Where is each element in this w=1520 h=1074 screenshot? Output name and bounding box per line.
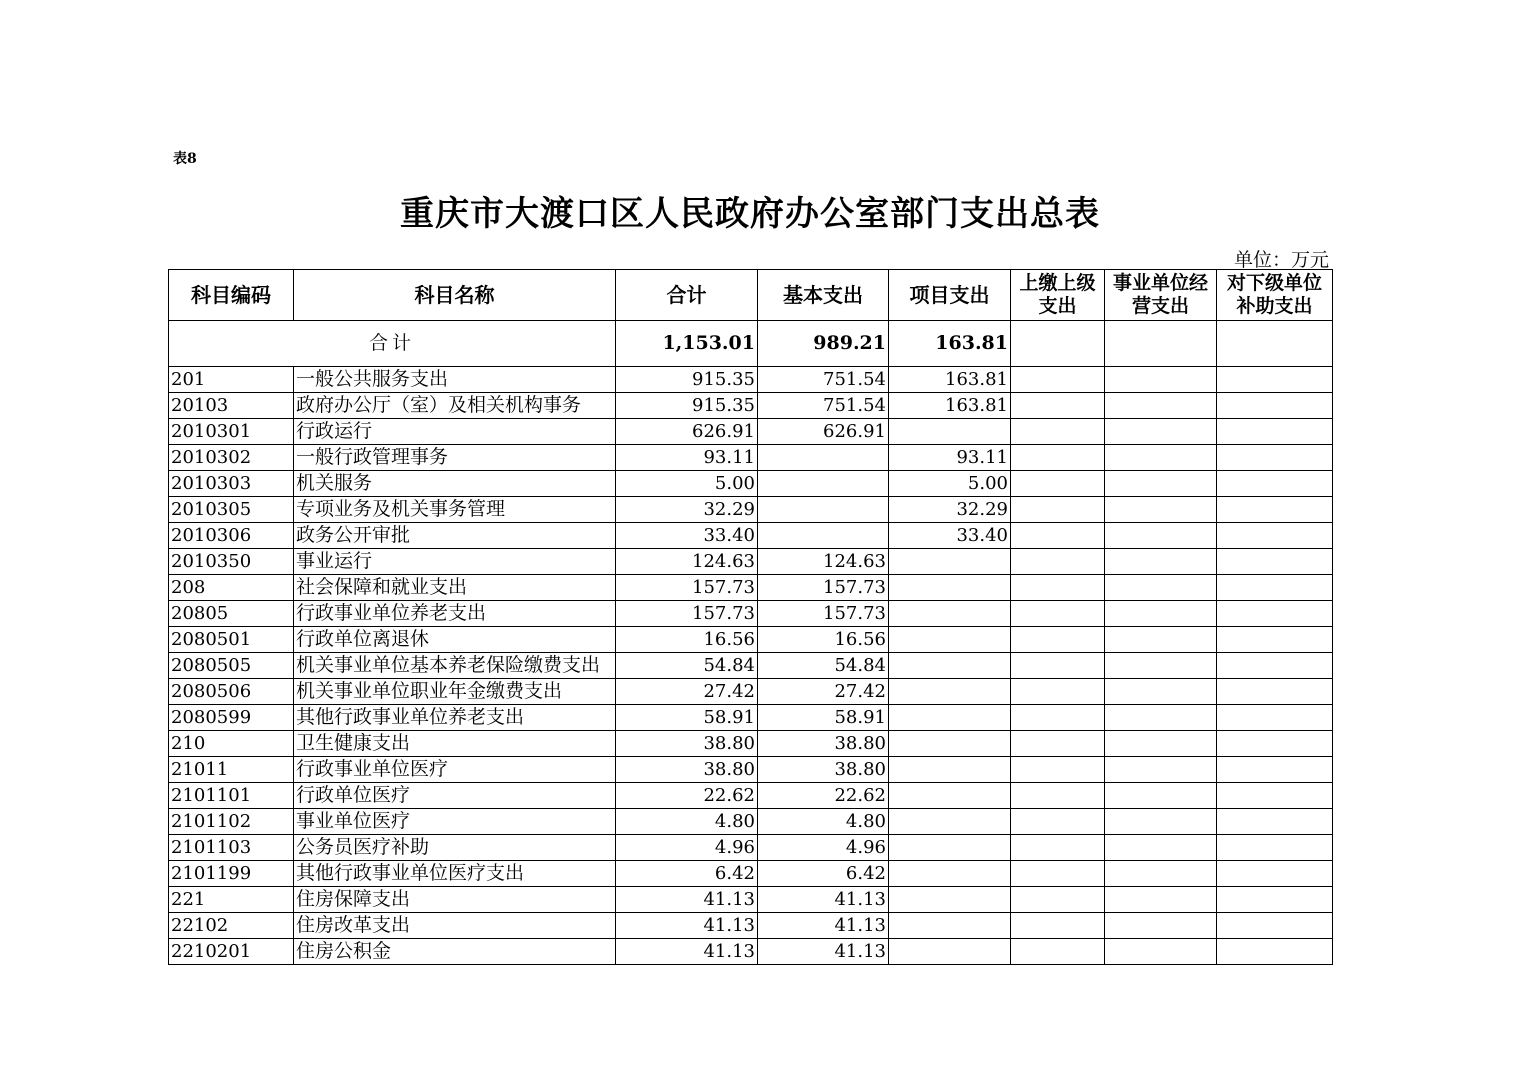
cell-subsidy xyxy=(1217,939,1333,965)
header-total: 合计 xyxy=(616,270,758,321)
cell-subsidy xyxy=(1217,731,1333,757)
cell-project: 93.11 xyxy=(889,445,1011,471)
table-row xyxy=(169,809,1333,835)
cell-code: 22102 xyxy=(169,913,294,939)
cell-business xyxy=(1105,861,1217,887)
table-row xyxy=(169,575,1333,601)
cell-total: 41.13 xyxy=(616,913,758,939)
table-row xyxy=(169,783,1333,809)
cell-subsidy xyxy=(1217,783,1333,809)
cell-subsidy xyxy=(1217,887,1333,913)
cell-total: 4.80 xyxy=(616,809,758,835)
table-row xyxy=(169,627,1333,653)
cell-subsidy xyxy=(1217,601,1333,627)
cell-total: 22.62 xyxy=(616,783,758,809)
cell-name: 行政事业单位医疗 xyxy=(294,757,616,783)
cell-basic: 54.84 xyxy=(758,653,889,679)
cell-project xyxy=(889,783,1011,809)
cell-name: 住房改革支出 xyxy=(294,913,616,939)
cell-project: 163.81 xyxy=(889,393,1011,419)
cell-code: 208 xyxy=(169,575,294,601)
cell-project xyxy=(889,757,1011,783)
header-business: 事业单位经营支出 xyxy=(1105,270,1217,321)
cell-basic: 157.73 xyxy=(758,575,889,601)
table-row xyxy=(169,393,1333,419)
cell-code: 201 xyxy=(169,367,294,393)
cell-basic: 4.80 xyxy=(758,809,889,835)
cell-business xyxy=(1105,913,1217,939)
cell-subsidy xyxy=(1217,679,1333,705)
table-row xyxy=(169,471,1333,497)
table-row xyxy=(169,913,1333,939)
header-basic: 基本支出 xyxy=(758,270,889,321)
cell-business xyxy=(1105,523,1217,549)
cell-business xyxy=(1105,887,1217,913)
cell-basic xyxy=(758,471,889,497)
cell-basic xyxy=(758,445,889,471)
header-subsidy: 对下级单位补助支出 xyxy=(1217,270,1333,321)
cell-subsidy xyxy=(1217,653,1333,679)
cell-project: 5.00 xyxy=(889,471,1011,497)
cell-upper xyxy=(1011,653,1105,679)
cell-total: 915.35 xyxy=(616,367,758,393)
cell-subsidy xyxy=(1217,419,1333,445)
cell-total: 58.91 xyxy=(616,705,758,731)
cell-name: 机关事业单位职业年金缴费支出 xyxy=(294,679,616,705)
cell-upper xyxy=(1011,393,1105,419)
cell-business xyxy=(1105,601,1217,627)
cell-upper xyxy=(1011,627,1105,653)
expenditure-table xyxy=(168,269,1333,965)
cell-business xyxy=(1105,393,1217,419)
cell-name: 政府办公厅（室）及相关机构事务 xyxy=(294,393,616,419)
cell-basic: 41.13 xyxy=(758,887,889,913)
cell-basic: 6.42 xyxy=(758,861,889,887)
cell-code: 2080599 xyxy=(169,705,294,731)
cell-total: 38.80 xyxy=(616,757,758,783)
cell-subsidy xyxy=(1217,835,1333,861)
cell-code: 2010305 xyxy=(169,497,294,523)
cell-project xyxy=(889,887,1011,913)
cell-code: 2010306 xyxy=(169,523,294,549)
cell-name: 住房保障支出 xyxy=(294,887,616,913)
cell-name: 一般公共服务支出 xyxy=(294,367,616,393)
cell-code: 210 xyxy=(169,731,294,757)
cell-basic: 41.13 xyxy=(758,913,889,939)
cell-basic: 4.96 xyxy=(758,835,889,861)
cell-code: 2010303 xyxy=(169,471,294,497)
cell-business xyxy=(1105,757,1217,783)
cell-subsidy xyxy=(1217,705,1333,731)
cell-name: 公务员医疗补助 xyxy=(294,835,616,861)
header-code: 科目编码 xyxy=(169,270,294,321)
cell-total: 124.63 xyxy=(616,549,758,575)
cell-upper xyxy=(1011,601,1105,627)
table-row xyxy=(169,367,1333,393)
cell-basic: 22.62 xyxy=(758,783,889,809)
cell-project: 33.40 xyxy=(889,523,1011,549)
cell-upper xyxy=(1011,783,1105,809)
cell-subsidy xyxy=(1217,367,1333,393)
cell-name: 机关服务 xyxy=(294,471,616,497)
cell-name: 专项业务及机关事务管理 xyxy=(294,497,616,523)
cell-project xyxy=(889,679,1011,705)
cell-project xyxy=(889,835,1011,861)
cell-project xyxy=(889,653,1011,679)
cell-code: 20805 xyxy=(169,601,294,627)
cell-basic: 58.91 xyxy=(758,705,889,731)
table-row xyxy=(169,731,1333,757)
cell-basic: 27.42 xyxy=(758,679,889,705)
cell-name: 政务公开审批 xyxy=(294,523,616,549)
total-cell-business xyxy=(1105,321,1217,367)
cell-business xyxy=(1105,783,1217,809)
cell-business xyxy=(1105,419,1217,445)
cell-code: 2101199 xyxy=(169,861,294,887)
cell-business xyxy=(1105,679,1217,705)
cell-subsidy xyxy=(1217,627,1333,653)
cell-total: 38.80 xyxy=(616,731,758,757)
table-number: 表8 xyxy=(173,151,197,167)
cell-total: 915.35 xyxy=(616,393,758,419)
cell-upper xyxy=(1011,679,1105,705)
cell-upper xyxy=(1011,575,1105,601)
cell-business xyxy=(1105,835,1217,861)
cell-subsidy xyxy=(1217,445,1333,471)
cell-total: 157.73 xyxy=(616,601,758,627)
cell-total: 32.29 xyxy=(616,497,758,523)
table-row xyxy=(169,419,1333,445)
cell-business xyxy=(1105,653,1217,679)
total-cell-basic: 989.21 xyxy=(758,321,889,367)
total-cell-project: 163.81 xyxy=(889,321,1011,367)
total-cell-upper xyxy=(1011,321,1105,367)
cell-subsidy xyxy=(1217,861,1333,887)
cell-code: 2010350 xyxy=(169,549,294,575)
cell-name: 住房公积金 xyxy=(294,939,616,965)
cell-basic: 751.54 xyxy=(758,393,889,419)
cell-project xyxy=(889,939,1011,965)
header-project: 项目支出 xyxy=(889,270,1011,321)
cell-upper xyxy=(1011,549,1105,575)
cell-total: 41.13 xyxy=(616,939,758,965)
cell-basic: 157.73 xyxy=(758,601,889,627)
cell-subsidy xyxy=(1217,549,1333,575)
cell-code: 2080501 xyxy=(169,627,294,653)
cell-project xyxy=(889,419,1011,445)
cell-upper xyxy=(1011,887,1105,913)
cell-upper xyxy=(1011,445,1105,471)
table-row xyxy=(169,601,1333,627)
cell-project xyxy=(889,575,1011,601)
table-row xyxy=(169,835,1333,861)
cell-upper xyxy=(1011,471,1105,497)
cell-project xyxy=(889,549,1011,575)
cell-name: 社会保障和就业支出 xyxy=(294,575,616,601)
cell-name: 一般行政管理事务 xyxy=(294,445,616,471)
cell-name: 行政事业单位养老支出 xyxy=(294,601,616,627)
cell-business xyxy=(1105,627,1217,653)
cell-total: 93.11 xyxy=(616,445,758,471)
cell-code: 2010301 xyxy=(169,419,294,445)
cell-total: 5.00 xyxy=(616,471,758,497)
cell-basic: 124.63 xyxy=(758,549,889,575)
cell-upper xyxy=(1011,731,1105,757)
total-row xyxy=(169,321,1333,367)
cell-upper xyxy=(1011,705,1105,731)
cell-total: 157.73 xyxy=(616,575,758,601)
cell-total: 16.56 xyxy=(616,627,758,653)
cell-business xyxy=(1105,549,1217,575)
cell-upper xyxy=(1011,861,1105,887)
cell-business xyxy=(1105,731,1217,757)
cell-code: 221 xyxy=(169,887,294,913)
cell-project: 32.29 xyxy=(889,497,1011,523)
table-row xyxy=(169,497,1333,523)
cell-upper xyxy=(1011,809,1105,835)
cell-project xyxy=(889,861,1011,887)
cell-name: 行政单位医疗 xyxy=(294,783,616,809)
cell-code: 2101103 xyxy=(169,835,294,861)
cell-basic: 38.80 xyxy=(758,757,889,783)
cell-upper xyxy=(1011,939,1105,965)
header-upper: 上缴上级支出 xyxy=(1011,270,1105,321)
cell-basic: 16.56 xyxy=(758,627,889,653)
cell-total: 626.91 xyxy=(616,419,758,445)
total-cell-subsidy xyxy=(1217,321,1333,367)
cell-code: 21011 xyxy=(169,757,294,783)
cell-subsidy xyxy=(1217,393,1333,419)
cell-subsidy xyxy=(1217,809,1333,835)
cell-upper xyxy=(1011,523,1105,549)
cell-upper xyxy=(1011,497,1105,523)
cell-business xyxy=(1105,939,1217,965)
table-row xyxy=(169,887,1333,913)
cell-upper xyxy=(1011,419,1105,445)
table-row xyxy=(169,445,1333,471)
cell-name: 事业运行 xyxy=(294,549,616,575)
cell-project xyxy=(889,601,1011,627)
table-row xyxy=(169,861,1333,887)
total-label: 合计 xyxy=(169,321,616,367)
cell-business xyxy=(1105,705,1217,731)
table-row xyxy=(169,757,1333,783)
cell-project xyxy=(889,731,1011,757)
cell-code: 2080505 xyxy=(169,653,294,679)
table-row xyxy=(169,523,1333,549)
cell-subsidy xyxy=(1217,523,1333,549)
cell-name: 其他行政事业单位养老支出 xyxy=(294,705,616,731)
cell-subsidy xyxy=(1217,471,1333,497)
cell-upper xyxy=(1011,835,1105,861)
cell-business xyxy=(1105,809,1217,835)
cell-total: 6.42 xyxy=(616,861,758,887)
cell-business xyxy=(1105,497,1217,523)
table-row xyxy=(169,653,1333,679)
cell-code: 2101101 xyxy=(169,783,294,809)
cell-total: 54.84 xyxy=(616,653,758,679)
cell-project xyxy=(889,627,1011,653)
cell-basic: 751.54 xyxy=(758,367,889,393)
cell-subsidy xyxy=(1217,575,1333,601)
unit-label: 单位：万元 xyxy=(1233,249,1329,271)
cell-code: 2010302 xyxy=(169,445,294,471)
cell-name: 行政运行 xyxy=(294,419,616,445)
cell-name: 机关事业单位基本养老保险缴费支出 xyxy=(294,653,616,679)
cell-upper xyxy=(1011,913,1105,939)
cell-name: 事业单位医疗 xyxy=(294,809,616,835)
table-row xyxy=(169,939,1333,965)
cell-project xyxy=(889,705,1011,731)
cell-subsidy xyxy=(1217,757,1333,783)
cell-upper xyxy=(1011,757,1105,783)
cell-name: 行政单位离退休 xyxy=(294,627,616,653)
header-row xyxy=(169,270,1333,321)
cell-project xyxy=(889,913,1011,939)
table-row xyxy=(169,679,1333,705)
cell-name: 其他行政事业单位医疗支出 xyxy=(294,861,616,887)
cell-basic xyxy=(758,497,889,523)
header-name: 科目名称 xyxy=(294,270,616,321)
cell-code: 2210201 xyxy=(169,939,294,965)
cell-total: 33.40 xyxy=(616,523,758,549)
cell-business xyxy=(1105,471,1217,497)
cell-project: 163.81 xyxy=(889,367,1011,393)
cell-total: 41.13 xyxy=(616,887,758,913)
cell-name: 卫生健康支出 xyxy=(294,731,616,757)
cell-project xyxy=(889,809,1011,835)
cell-upper xyxy=(1011,367,1105,393)
cell-business xyxy=(1105,367,1217,393)
page-title: 重庆市大渡口区人民政府办公室部门支出总表 xyxy=(400,194,1100,234)
cell-business xyxy=(1105,445,1217,471)
cell-subsidy xyxy=(1217,497,1333,523)
cell-code: 20103 xyxy=(169,393,294,419)
cell-code: 2080506 xyxy=(169,679,294,705)
cell-basic: 41.13 xyxy=(758,939,889,965)
cell-total: 27.42 xyxy=(616,679,758,705)
cell-basic: 626.91 xyxy=(758,419,889,445)
cell-total: 4.96 xyxy=(616,835,758,861)
total-cell-total: 1,153.01 xyxy=(616,321,758,367)
table-row xyxy=(169,705,1333,731)
cell-basic xyxy=(758,523,889,549)
table-row xyxy=(169,549,1333,575)
cell-code: 2101102 xyxy=(169,809,294,835)
cell-subsidy xyxy=(1217,913,1333,939)
cell-basic: 38.80 xyxy=(758,731,889,757)
cell-business xyxy=(1105,575,1217,601)
